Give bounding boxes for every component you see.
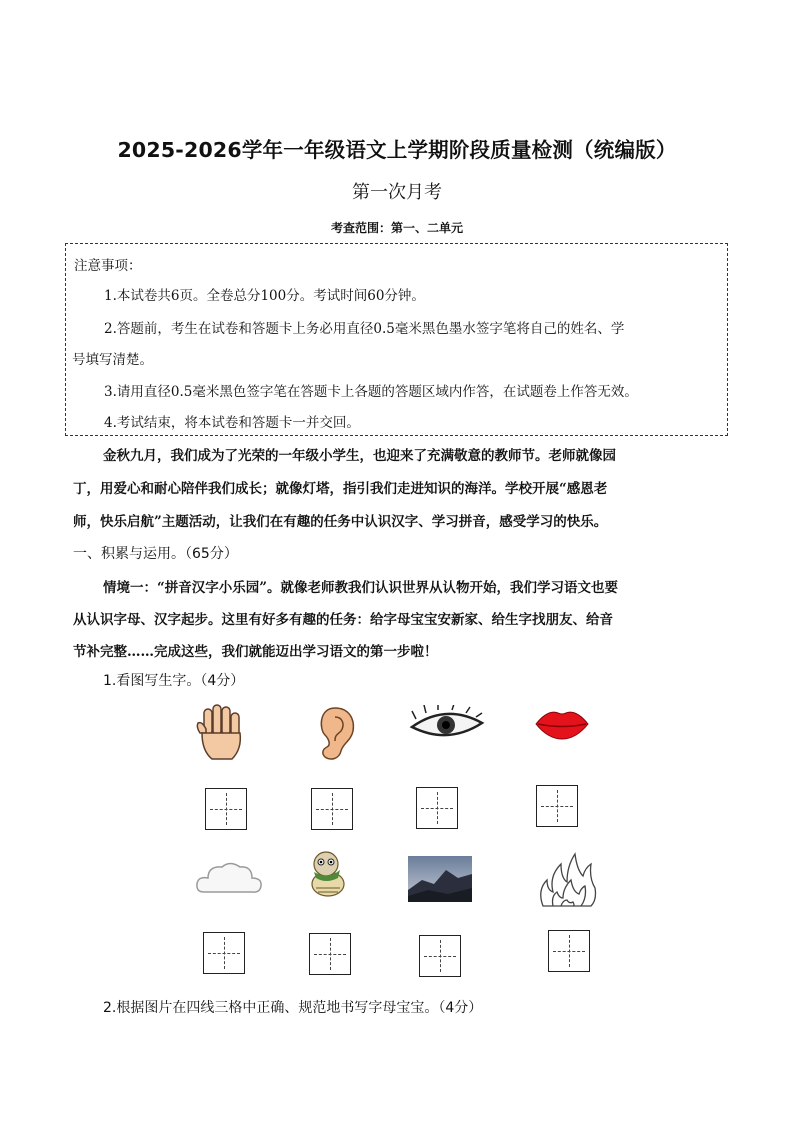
exam-scope: 考查范围：第一、二单元 — [330, 221, 463, 235]
intro-line: 金秋九月，我们成为了光荣的一年级小学生，也迎来了充满敬意的教师节。老师就像园 — [103, 448, 616, 464]
question-2: 2.根据图片在四线三格中正确、规范地书写字母宝宝。（4分） — [103, 1000, 483, 1016]
notice-item: 号填写清楚。 — [72, 352, 153, 368]
hand-picture — [192, 703, 250, 765]
exam-title: 2025-2026学年一年级语文上学期阶段质量检测（统编版） — [117, 138, 677, 162]
eye-picture — [408, 705, 486, 745]
scenario-line: 从认识字母、汉字起步。这里有好多有趣的任务：给字母宝宝安新家、给生字找朋友、给音 — [73, 612, 613, 628]
section-heading: 一、积累与运用。（65分） — [73, 546, 238, 562]
mountain-picture — [408, 856, 472, 902]
scenario-line: 节补完整……完成这些，我们就能迈出学习语文的第一步啦！ — [73, 644, 438, 660]
character-writing-box[interactable] — [416, 787, 458, 829]
scenario-line: 情境一：“拼音汉字小乐园”。就像老师教我们认识世界从认物开始，我们学习语文也要 — [103, 580, 619, 596]
character-writing-box[interactable] — [309, 933, 351, 975]
character-writing-box[interactable] — [311, 788, 353, 830]
cloud-picture — [194, 858, 264, 898]
intro-line: 师，快乐启航”主题活动，让我们在有趣的任务中认识汉字、学习拼音，感受学习的快乐。 — [73, 514, 608, 530]
character-writing-box[interactable] — [548, 930, 590, 972]
character-writing-box[interactable] — [205, 788, 247, 830]
notice-heading: 注意事项： — [74, 258, 142, 274]
fire-picture — [535, 850, 599, 910]
notice-box — [65, 243, 728, 436]
intro-line: 丁，用爱心和耐心陪伴我们成长；就像灯塔，指引我们走进知识的海洋。学校开展“感恩老 — [73, 481, 608, 497]
question-1: 1.看图写生字。（4分） — [103, 673, 245, 689]
notice-item: 3.请用直径0.5毫米黑色签字笔在答题卡上各题的答题区域内作答，在试题卷上作答无效。 — [104, 384, 638, 400]
mouth-picture — [534, 707, 590, 741]
insect-picture — [306, 848, 350, 900]
character-writing-box[interactable] — [203, 932, 245, 974]
notice-item: 4.考试结束，将本试卷和答题卡一并交回。 — [104, 415, 360, 431]
ear-picture — [313, 705, 357, 763]
notice-item: 2.答题前，考生在试卷和答题卡上务必用直径0.5毫米黑色墨水签字笔将自己的姓名、学 — [104, 321, 625, 337]
exam-subtitle: 第一次月考 — [352, 182, 442, 203]
character-writing-box[interactable] — [536, 785, 578, 827]
notice-item: 1.本试卷共6页。全卷总分100分。考试时间60分钟。 — [104, 288, 425, 304]
character-writing-box[interactable] — [419, 935, 461, 977]
